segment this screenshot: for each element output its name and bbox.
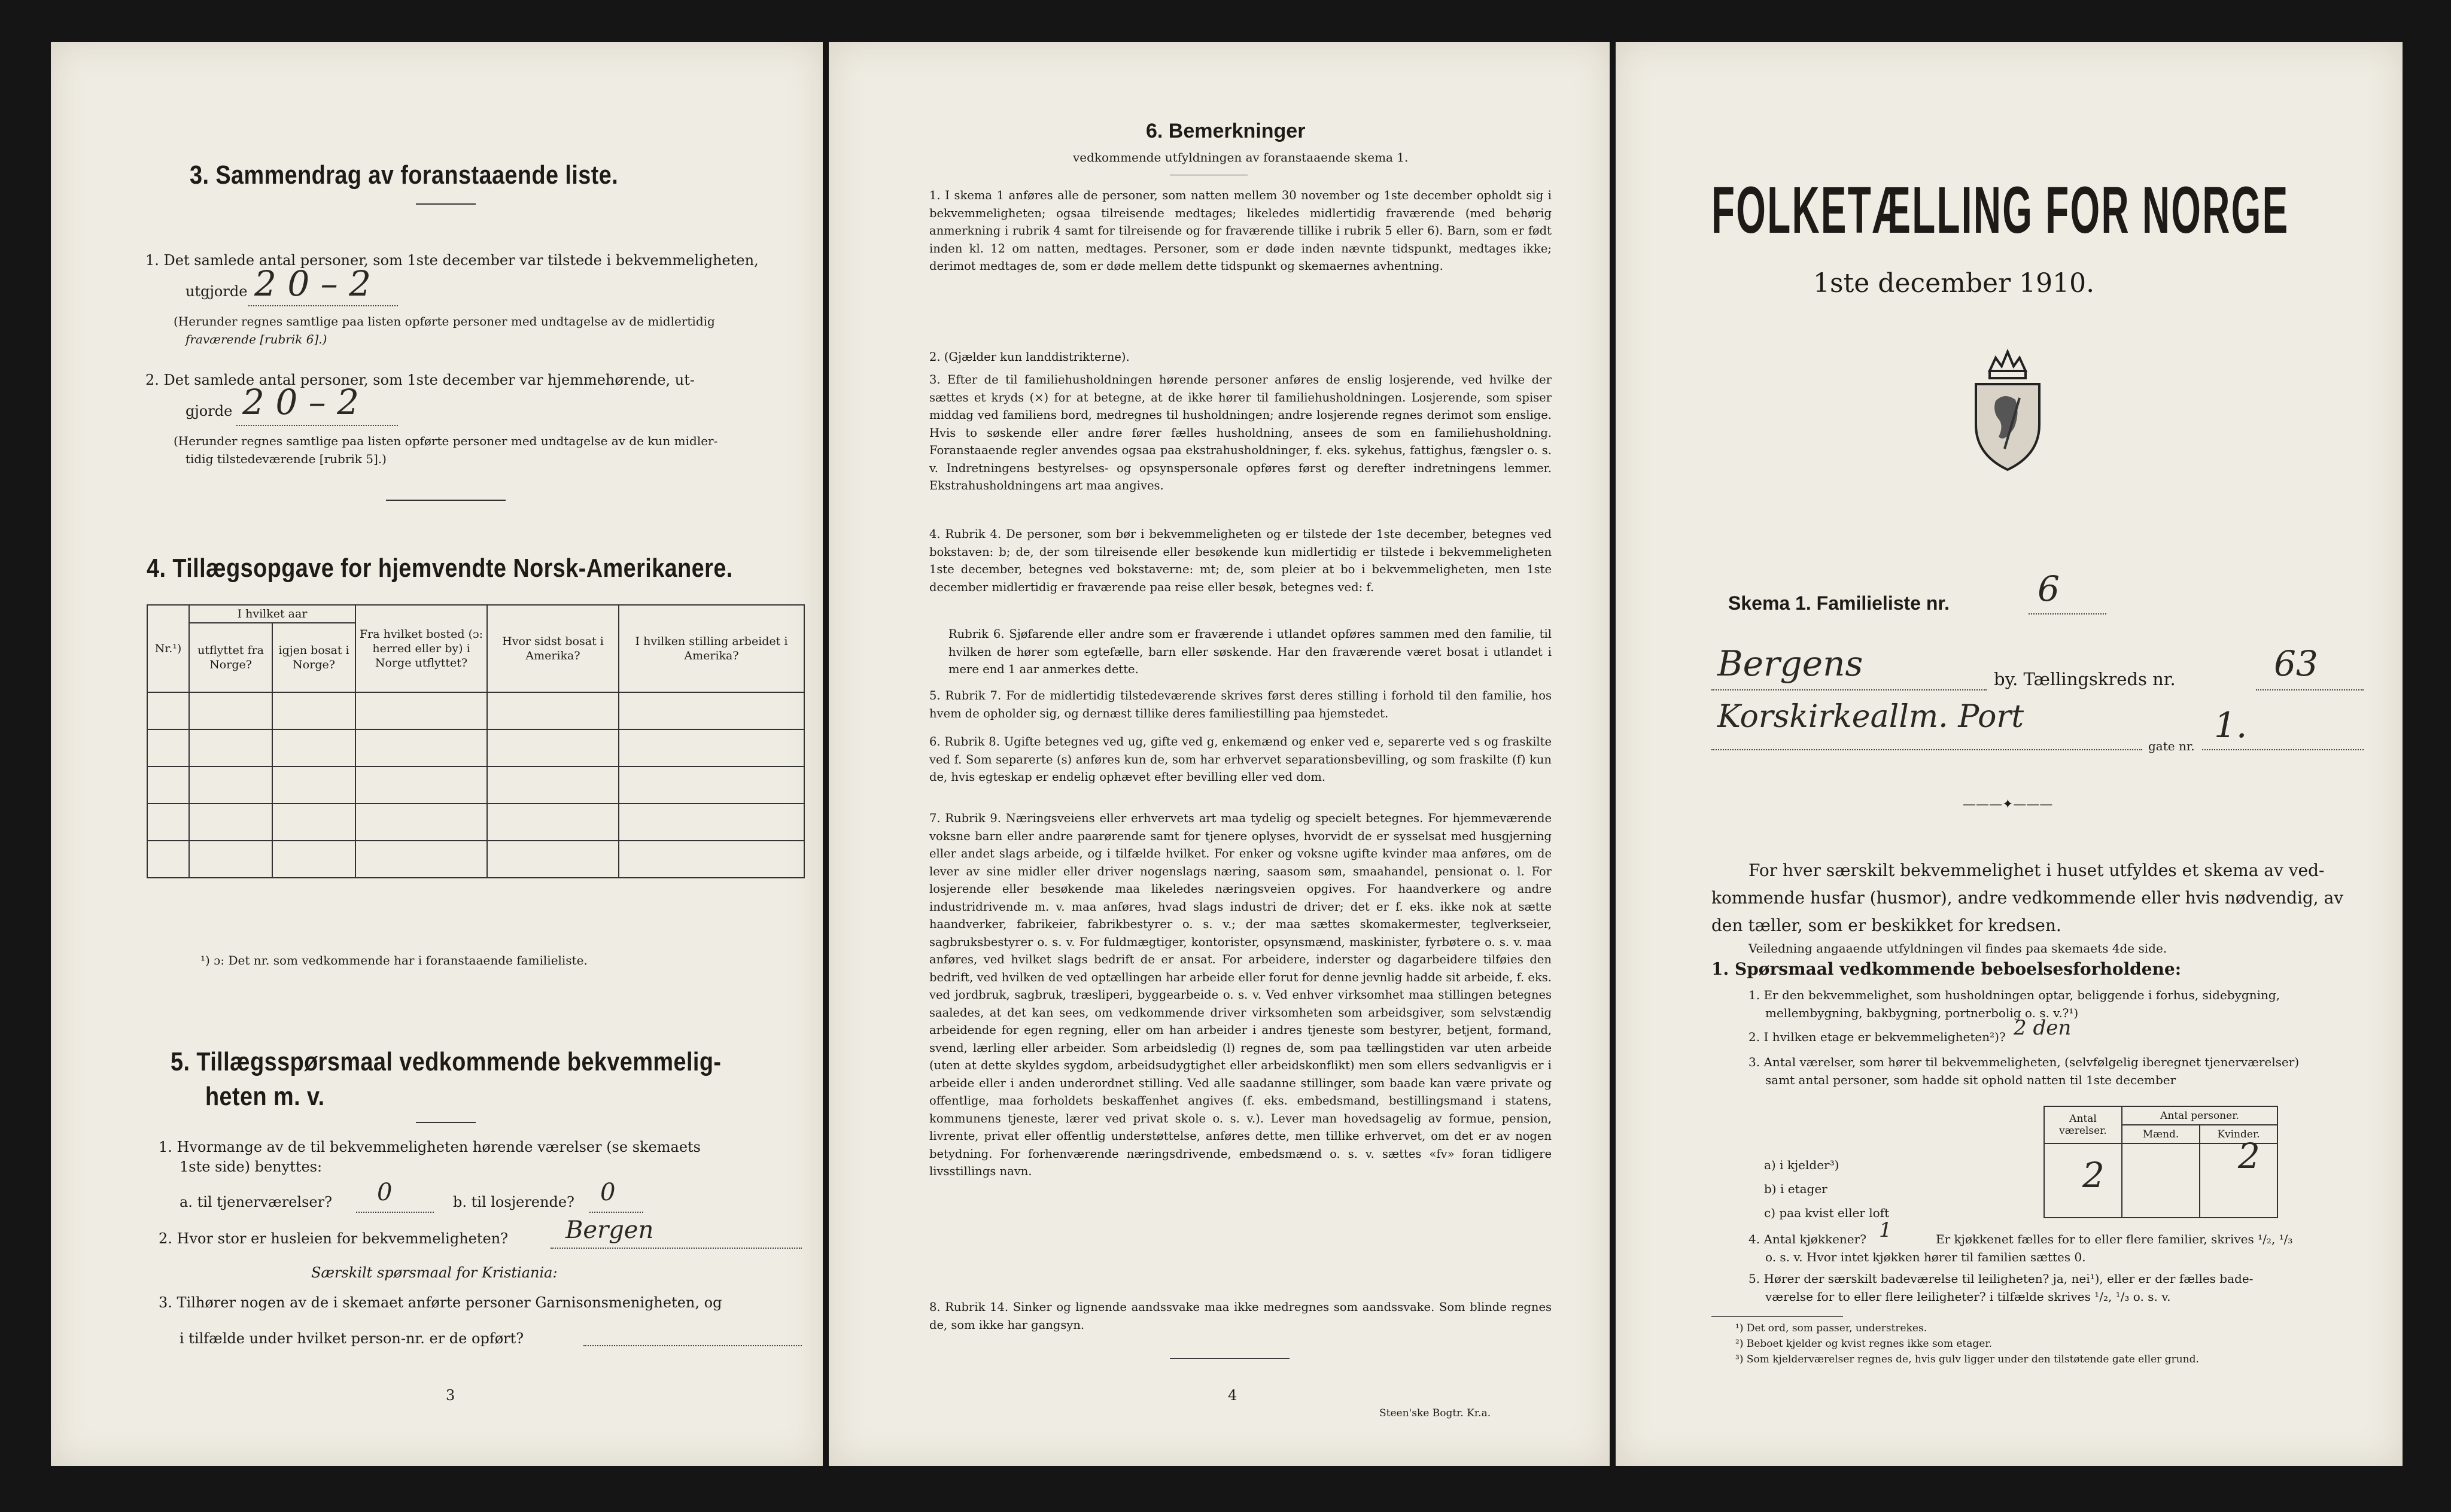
section-5-title-line-1: 5. Tillægsspørsmaal vedkommende bekvemmelig-	[171, 1047, 722, 1076]
page4-title: 6. Bemerkninger	[1146, 120, 1306, 142]
rooms-handwritten: 2	[2082, 1155, 2105, 1195]
s5-q2-handwritten: Bergen	[565, 1216, 654, 1244]
questions-heading: 1. Spørsmaal vedkommende beboelsesforholdene:	[1711, 959, 2182, 979]
kreds-nr-handwritten: 63	[2274, 643, 2318, 684]
s5-q1-a-handwritten: 0	[377, 1179, 393, 1206]
q2-handwritten: 2 den	[2014, 1016, 2072, 1040]
s3-q2-text: 2. Det samlede antal personer, som 1ste december var hjemmehørende, ut-	[145, 372, 695, 388]
guidance-note: Veiledning angaaende utfyldningen vil findes paa skemaets 4de side.	[1748, 941, 2167, 956]
printer-credit: Steen'ske Bogtr. Kr.a.	[1379, 1407, 1491, 1419]
remark-4: 4. Rubrik 4. De personer, som bør i bekvemmeligheten og er tilstede der 1ste december, betegnes ved bokstaven: b; de, der som tilreisende eller besøkende kun midlertidig er tilstede i bekvemmeligheten 1ste december, betegnes ved bokstaverne: mt; de, som pleier at bo i bekvemmeligheten, men 1ste december midlertidig er fraværende paa reise eller besøk, betegnes ved: f.	[929, 527, 1552, 594]
page-1	[1616, 42, 2403, 1466]
remark-6: 6. Rubrik 8. Ugifte betegnes ved ug, gifte ved g, enkemænd og enker ved e, separerte ved s og fraskilte ved f. Som separerte (s) anføres kun de, som har erhvervet separationsbevilling, og som fraskilte (f) kun de, hvis egteskap er endelig ophævet efter bevilling eller ved dom.	[929, 735, 1552, 784]
page-number-4: 4	[1228, 1387, 1237, 1404]
intro-line-3: den tæller, som er beskikket for kredsen.	[1711, 915, 2061, 935]
s5-q2-text: 2. Hvor stor er husleien for bekvemmeligheten?	[159, 1230, 509, 1247]
norsk-amerikanere-table	[147, 604, 805, 878]
s3-q1-note-1: (Herunder regnes samtlige paa listen opførte personer med undtagelse av de midlertidig	[174, 314, 715, 328]
q1-line-1: 1. Er den bekvemmelighet, som husholdningen optar, beliggende i forhus, sidebygning,	[1748, 988, 2280, 1002]
col-where: Hvor sidst bosat i Amerika?	[487, 605, 619, 692]
q2-text: 2. I hvilken etage er bekvemmeligheten²)?	[1748, 1030, 2006, 1044]
intro-line-2: kommende husfar (husmor), andre vedkommende eller hvis nødvendig, av	[1711, 888, 2344, 908]
s3-q1-handwritten: 2 0 – 2	[254, 263, 372, 304]
row-c-label: c) paa kvist eller loft	[1764, 1206, 1890, 1220]
street-handwritten: Korskirkeallm. Port	[1717, 699, 2024, 735]
section-5-title-line-2: heten m. v.	[205, 1082, 325, 1111]
remark-4-rubrik-6: Rubrik 6. Sjøfarende eller andre som er fraværende i utlandet opføres sammen med den familie, til hvilken de hører som egtefælle, barn eller søskende. Har den fraværende været bosat i utlandet i mere end 1 aar anmerkes dette.	[948, 627, 1552, 676]
intro-line-1: For hver særskilt bekvemmelighet i huset utfyldes et skema av ved-	[1748, 860, 2325, 880]
q4-line-1-rest: Er kjøkkenet fælles for to eller flere familier, skrives ¹/₂, ¹/₃	[1936, 1232, 2293, 1246]
table-row	[147, 766, 804, 804]
s5-q3-text: 3. Tilhører nogen av de i skemaet anførte personer Garnisonsmenigheten, og	[159, 1294, 722, 1311]
ornament-divider: ———✦———	[1963, 797, 2053, 812]
norwegian-coat-of-arms-icon	[1963, 347, 2052, 473]
s3-q2-label: gjorde	[186, 403, 233, 419]
s3-q2-note-2: tidig tilstedeværende [rubrik 5].)	[186, 452, 387, 466]
s4-footnote: ¹) ɔ: Det nr. som vedkommende har i foranstaaende familieliste.	[200, 953, 588, 968]
s3-q1-text: 1. Det samlede antal personer, som 1ste december var tilstede i bekvemmeligheten,	[145, 252, 759, 269]
city-handwritten: Bergens	[1717, 643, 1863, 684]
remark-5: 5. Rubrik 7. For de midlertidig tilstedeværende skrives først deres stilling i forhold til den familie, hos hvem de opholder sig, og dernæst tillike deres familiestilling paa hjemstedet.	[929, 689, 1552, 720]
s3-q2-handwritten: 2 0 – 2	[242, 382, 360, 422]
women-handwritten: 2	[2238, 1136, 2260, 1176]
q3-line-2: samt antal personer, som hadde sit ophold natten til 1ste december	[1765, 1073, 2176, 1087]
s5-q1-a-label: a. til tjenerværelser?	[180, 1194, 332, 1210]
table-row	[147, 729, 804, 766]
gate-label: gate nr.	[2148, 739, 2195, 753]
q5-line-1: 5. Hører der særskilt badeværelse til leiligheten? ja, nei¹), eller er der fælles bade-	[1748, 1271, 2254, 1286]
row-b-label: b) i etager	[1764, 1182, 1827, 1196]
s5-q1-text-2: 1ste side) benyttes:	[180, 1158, 323, 1175]
page-3	[51, 42, 823, 1466]
skema-label: Skema 1. Familieliste nr.	[1728, 592, 1950, 614]
footnote-3: ³) Som kjelderværelser regnes de, hvis gulv ligger under den tilstøtende gate eller grund.	[1735, 1353, 2199, 1365]
s5-q1-text: 1. Hvormange av de til bekvemmeligheten hørende værelser (se skemaets	[159, 1139, 701, 1155]
col-returned: igjen bosat i Norge?	[272, 623, 355, 692]
remark-2: 2. (Gjælder kun landdistrikterne).	[929, 350, 1130, 364]
census-title: FOLKETÆLLING FOR NORGE	[1711, 174, 2289, 247]
s5-q1-b-handwritten: 0	[600, 1179, 616, 1206]
s5-sub-heading: Særskilt spørsmaal for Kristiania:	[311, 1264, 558, 1281]
q4-line-1-label: 4. Antal kjøkkener?	[1748, 1232, 1866, 1246]
h-men: Mænd.	[2122, 1125, 2200, 1143]
q4-handwritten: 1	[1879, 1218, 1892, 1242]
col-position: I hvilken stilling arbeidet i Amerika?	[619, 605, 804, 692]
col-nr: Nr.¹)	[147, 605, 189, 692]
city-label: by. Tællingskreds nr.	[1994, 669, 2176, 689]
remark-1: 1. I skema 1 anføres alle de personer, som natten mellem 30 november og 1ste december opholdt sig i bekvemmeligheten; ogsaa tilreisende medtages; likeledes midlertidig fraværende (med behørig anmerkning i rubrik 4 samt for tilreisende og for fraværende tillike i rubrik 5 eller 6). Barn, som er født inden kl. 12 om natten, medtages. Personer, som er døde inden nævnte tidspunkt, medtages ikke; derimot medtages de, som er døde mellem dette tidspunkt og skemaernes avhentning.	[929, 188, 1552, 273]
table-row	[147, 692, 804, 729]
page-number-3: 3	[446, 1387, 455, 1404]
row-a-label: a) i kjelder³)	[1764, 1158, 1839, 1172]
h-rooms: Antal værelser.	[2044, 1106, 2122, 1143]
section-4-title: 4. Tillægsopgave for hjemvendte Norsk-Amerikanere.	[147, 553, 733, 583]
footnote-2: ²) Beboet kjelder og kvist regnes ikke som etager.	[1735, 1338, 1993, 1350]
section-3-title: 3. Sammendrag av foranstaaende liste.	[190, 160, 619, 190]
q1-line-2: mellembygning, bakbygning, portnerbolig o. s. v.?¹)	[1765, 1006, 2079, 1020]
col-emigrated: utflyttet fra Norge?	[189, 623, 272, 692]
s5-q1-b-label: b. til losjerende?	[453, 1194, 574, 1210]
gate-nr-handwritten: 1.	[2214, 705, 2248, 746]
q5-line-2: værelse for to eller flere leiligheter? i tilfælde skrives ¹/₂, ¹/₃ o. s. v.	[1765, 1289, 2171, 1304]
familieliste-nr-handwritten: 6	[2038, 568, 2060, 609]
h-women: Kvinder.	[2200, 1125, 2277, 1143]
page4-subtitle: vedkommende utfyldningen av foranstaaende skema 1.	[1073, 150, 1409, 165]
remark-3: 3. Efter de til familiehusholdningen hørende personer anføres de enslig losjerende, ved hvilke der sættes et kryds (×) for at betegne, at de ikke hører til familiehusholdningen. Losjerende, som spiser middag ved familiens bord, medregnes til husholdningen; andre losjerende regnes derimot som enslige. Hvis to søskende eller andre fører fælles husholdning, ansees de som en familiehusholdning. Foranstaaende regler anvendes ogsaa paa ekstrahusholdninger, f. eks. sykehus, fattighus, fængsler o. s. v. Indretningens bestyrelses- og opsynspersonale opføres først og derefter indretningens lemmer. Ekstrahusholdningens art maa angives.	[929, 373, 1552, 492]
s5-q3-text-2: i tilfælde under hvilket person-nr. er de opført?	[180, 1330, 524, 1347]
footnote-1: ¹) Det ord, som passer, understrekes.	[1735, 1322, 1927, 1334]
s3-q1-label: utgjorde	[186, 283, 248, 300]
q3-line-1: 3. Antal værelser, som hører til bekvemmeligheten, (selvfølgelig iberegnet tjenerværelser)	[1748, 1055, 2300, 1069]
s3-q2-note-1: (Herunder regnes samtlige paa listen opførte personer med undtagelse av de kun midler-	[174, 434, 718, 448]
table-row	[147, 841, 804, 878]
page-4	[829, 42, 1610, 1466]
col-from: Fra hvilket bosted (ɔ: herred eller by) i Norge utflyttet?	[355, 605, 487, 692]
q4-line-2: o. s. v. Hvor intet kjøkken hører til familien sættes 0.	[1765, 1250, 2086, 1264]
col-year-group: I hvilket aar	[189, 605, 355, 623]
remark-7: 7. Rubrik 9. Næringsveiens eller erhvervets art maa tydelig og specielt betegnes. For hjemmeværende voksne barn eller andre paarørende samt for tjenere oplyses, hvorvidt de er sysselsat med husgjerning eller andet slags arbeide, og i tilfælde hvilket. For enker og voksne ugifte kvinder maa anføres, om de lever av sine midler eller driver nogenslags næring, saasom søm, smaahandel, pensionat o. l. For losjerende eller besøkende maa likeledes næringsveien opgives. For haandverkere og andre industridrivende m. v. maa anføres, hvad slags industri de driver; det er f. eks. ikke nok at sætte haandverker, fabrikeier, fabrikbestyrer o. s. v.; der maa sættes skomakermester, teglverkseier, sagbruksbestyrer o. s. v. For fuldmægtiger, kontorister, opsynsmænd, maskinister, fyrbøtere o. s. v. maa anføres, ved hvilket slags bedrift de er ansat. For arbeidere, inderster og dagarbeidere tilføies den bedrift, ved hvilken de ved optællingen har arbeide eller forut for denne jevnlig hadde sit arbeide, f. eks. ved jordbruk, sagbruk, træsliperi, byggearbeide o. s. v. Ved enhver virksomhet maa stillingen betegnes saaledes, at det kan sees, om vedkommende driver virksomheten som arbeidsgiver, som selvstændig arbeidende for egen regning, eller om han arbeider i andres tjeneste som bestyrer, betjent, formand, svend, lærling eller arbeider. Som arbeidsledig (l) regnes de, som paa tællingstiden var uten arbeide (uten at dette skyldes sygdom, arbeidsudygtighet eller arbeidskonflikt) men som ellers sedvanligvis er i arbeide eller i anden underordnet stilling. Ved alle saadanne stillinger, som baade kan være private og offentlige, maa forholdets beskaffenhet angives (f. eks. embedsmand, bestillingsmand i statens, kommunens tjeneste, lærer ved privat skole o. s. v.). Lever man hovedsagelig av formue, pension, livrente, privat eller offentlig understøttelse, anføres dette, men tillike erhvervet, om det er av nogen betydning. For forhenværende næringsdrivende, embedsmænd o. s. v. sættes «fv» foran tidligere livsstillings navn.	[929, 811, 1552, 1178]
census-date: 1ste december 1910.	[1813, 268, 2095, 299]
s3-q1-note-2: fraværende [rubrik 6].)	[186, 332, 327, 346]
h-persons: Antal personer.	[2122, 1106, 2277, 1125]
table-row	[147, 804, 804, 841]
remark-8: 8. Rubrik 14. Sinker og lignende aandssvake maa ikke medregnes som aandssvake. Som blinde regnes de, som ikke har gangsyn.	[929, 1300, 1552, 1332]
